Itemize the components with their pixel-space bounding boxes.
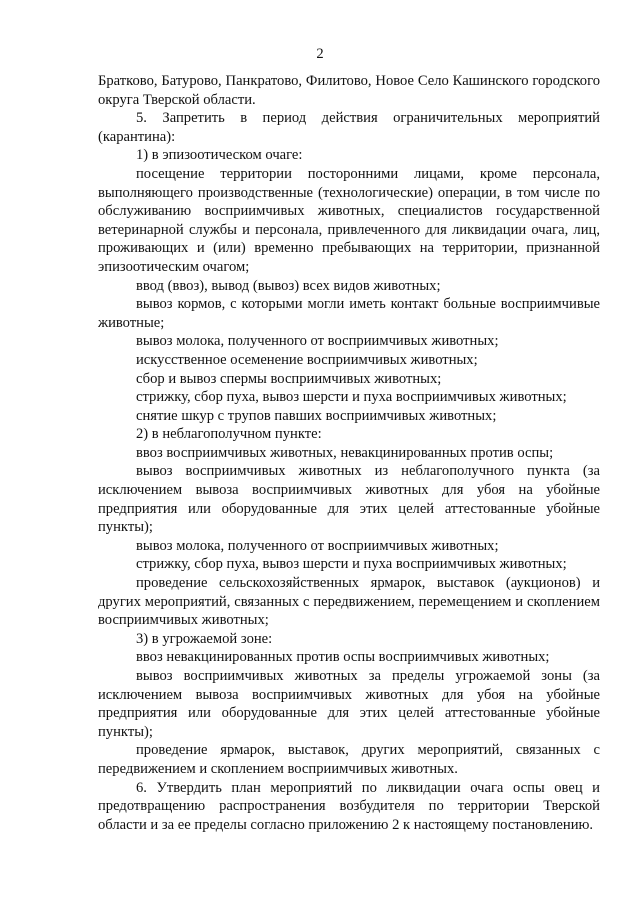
list-item: проведение ярмарок, выставок, других мероприятий, связанных с передвижением и скоплением восприимчивых животных. [98,742,600,777]
list-item: вывоз кормов, с которыми могли иметь контакт больные восприимчивые животные; [98,296,600,331]
paragraph-continuation: Братково, Батурово, Панкратово, Филитово, Новое Село Кашинского городского округа Тверской области. [98,73,600,108]
list-item: сбор и вывоз спермы восприимчивых животных; [136,370,442,387]
page-number: 2 [316,46,324,62]
list-item: снятие шкур с трупов павших восприимчивых животных; [136,407,497,424]
list-item: посещение территории посторонними лицами, кроме персонала, выполняющего производственные (технологические) операции, в том числе по обслуживанию восприимчивых животных, специалистов государственной ветеринарной службы и персонала, привлеченного для ликвидации очага, лиц, проживающих и (или) временно пребывающих на территории, признанной эпизоотическим очагом; [98,165,600,275]
subclause-1-heading: 1) в эпизоотическом очаге: [136,147,303,164]
clause-5: 5. Запретить в период действия ограничительных мероприятий (карантина): [98,110,600,145]
list-item: стрижку, сбор пуха, вывоз шерсти и пуха восприимчивых животных; [136,556,567,573]
list-item: ввоз восприимчивых животных, невакцинированных против оспы; [136,444,554,461]
clause-6: 6. Утвердить план мероприятий по ликвидации очага оспы овец и предотвращению распространения возбудителя по территории Тверской области и за ее пределы согласно приложению 2 к настоящему постановлению. [98,779,600,833]
document-body [98,72,600,834]
list-item: вывоз восприимчивых животных из неблагополучного пункта (за исключением вывоза восприимчивых животных для убоя на убойные предприятия или оборудованные для этих целей аттестованные убойные пункты); [98,463,600,536]
list-item: ввод (ввоз), вывод (вывоз) всех видов животных; [136,277,441,294]
list-item: ввоз невакцинированных против оспы восприимчивых животных; [136,649,550,666]
list-item: вывоз молока, полученного от восприимчивых животных; [136,537,499,554]
list-item: проведение сельскохозяйственных ярмарок, выставок (аукционов) и других мероприятий, связанных с передвижением, перемещением и скоплением восприимчивых животных; [98,575,600,629]
list-item: вывоз восприимчивых животных за пределы угрожаемой зоны (за исключением вывоза восприимчивых животных для убоя на убойные предприятия или оборудованные для этих целей аттестованные убойные пункты); [98,668,600,740]
subclause-3-heading: 3) в угрожаемой зоне: [136,630,273,647]
subclause-2-heading: 2) в неблагополучном пункте: [136,426,322,443]
list-item: искусственное осеменение восприимчивых животных; [136,351,478,368]
list-item: стрижку, сбор пуха, вывоз шерсти и пуха восприимчивых животных; [136,389,567,406]
list-item: вывоз молока, полученного от восприимчивых животных; [136,333,499,350]
